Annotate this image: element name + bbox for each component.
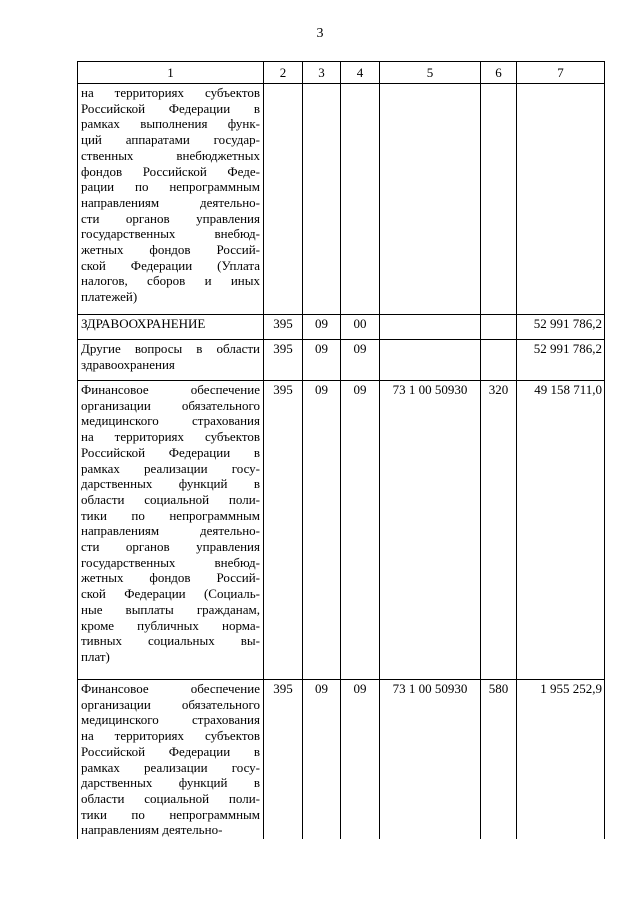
description-line: направлениям деятельно- xyxy=(81,822,223,838)
rz-cell: 395 xyxy=(264,680,303,840)
description-line: тивных социальных вы- xyxy=(81,633,260,649)
table-row xyxy=(78,340,605,381)
target-article-cell: 73 1 00 50930 xyxy=(380,680,481,840)
section-cell: 09 xyxy=(303,680,341,840)
rz-cell: 395 xyxy=(264,340,303,381)
description-line: организации обязательного xyxy=(81,696,260,712)
description-line: ций аппаратами государ- xyxy=(81,132,260,148)
description-line: сти органов управления xyxy=(81,210,260,226)
page-number: 3 xyxy=(316,26,324,41)
target-article-cell xyxy=(380,315,481,340)
description-line: ственных внебюджетных xyxy=(81,147,260,163)
description-cell xyxy=(78,315,264,340)
header-cell: 1 xyxy=(78,62,264,84)
expense-type-cell xyxy=(481,315,517,340)
section-cell: 09 xyxy=(303,315,341,340)
description-line: фондов Российской Феде- xyxy=(81,163,260,179)
table-row xyxy=(78,315,605,340)
description-line: плат) xyxy=(81,648,110,664)
rz-cell: 395 xyxy=(264,315,303,340)
description-line: организации обязательного xyxy=(81,397,260,413)
amount-cell: 1 955 252,9 xyxy=(517,680,605,840)
description-line: направлениям деятельно- xyxy=(81,194,260,210)
description-line: Российской Федерации в xyxy=(81,100,260,116)
description-line: здравоохранения xyxy=(81,356,175,372)
description-cell xyxy=(78,340,264,381)
description-line: дарственных функций в xyxy=(81,476,260,492)
description-line: ской Федерации (Социаль- xyxy=(81,586,260,602)
description-line: сти органов управления xyxy=(81,539,260,555)
table-row xyxy=(78,381,605,680)
section-cell: 09 xyxy=(303,340,341,381)
rz-cell xyxy=(264,84,303,315)
budget-table xyxy=(77,61,605,839)
header-cell: 7 xyxy=(517,62,605,84)
description-line: Финансовое обеспечение xyxy=(81,681,260,696)
description-line: тики по непрограммным xyxy=(81,806,260,822)
description-line: медицинского страхования xyxy=(81,712,260,728)
description-line: тики по непрограммным xyxy=(81,507,260,523)
table-row xyxy=(78,84,605,315)
header-cell: 2 xyxy=(264,62,303,84)
section-cell: 09 xyxy=(303,381,341,680)
subsection-cell: 09 xyxy=(341,381,380,680)
description-line: направлениям деятельно- xyxy=(81,523,260,539)
description-line: кроме публичных норма- xyxy=(81,617,260,633)
description-line: рамках выполнения функ- xyxy=(81,116,260,132)
header-cell: 6 xyxy=(481,62,517,84)
description-line: дарственных функций в xyxy=(81,775,260,791)
expense-type-cell xyxy=(481,340,517,381)
description-line: ные выплаты гражданам, xyxy=(81,601,260,617)
description-line: ЗДРАВООХРАНЕНИЕ xyxy=(81,316,206,331)
description-line: государственных внебюд- xyxy=(81,226,260,242)
amount-cell: 52 991 786,2 xyxy=(517,315,605,340)
target-article-cell xyxy=(380,340,481,381)
description-line: рации по непрограммным xyxy=(81,179,260,195)
expense-type-cell: 320 xyxy=(481,381,517,680)
description-line: области социальной поли- xyxy=(81,790,260,806)
description-cell xyxy=(78,680,264,840)
description-line: Финансовое обеспечение xyxy=(81,382,260,397)
description-line: на территориях субъектов xyxy=(81,429,260,445)
expense-type-cell: 580 xyxy=(481,680,517,840)
rz-cell: 395 xyxy=(264,381,303,680)
description-cell xyxy=(78,381,264,680)
header-cell: 4 xyxy=(341,62,380,84)
description-line: области социальной поли- xyxy=(81,491,260,507)
header-cell: 5 xyxy=(380,62,481,84)
amount-cell: 52 991 786,2 xyxy=(517,340,605,381)
description-line: жетных фондов Россий- xyxy=(81,242,260,258)
target-article-cell: 73 1 00 50930 xyxy=(380,381,481,680)
description-line: на территориях субъектов xyxy=(81,85,260,100)
amount-cell xyxy=(517,84,605,315)
amount-cell: 49 158 711,0 xyxy=(517,381,605,680)
description-line: ской Федерации (Уплата xyxy=(81,257,260,273)
target-article-cell xyxy=(380,84,481,315)
subsection-cell: 09 xyxy=(341,340,380,381)
description-cell xyxy=(78,84,264,315)
description-line: медицинского страхования xyxy=(81,413,260,429)
description-line: Российской Федерации в xyxy=(81,444,260,460)
description-line: государственных внебюд- xyxy=(81,554,260,570)
description-line: Российской Федерации в xyxy=(81,743,260,759)
table-row xyxy=(78,680,605,840)
expense-type-cell xyxy=(481,84,517,315)
header-row xyxy=(78,62,605,84)
subsection-cell: 09 xyxy=(341,680,380,840)
subsection-cell xyxy=(341,84,380,315)
description-line: рамках реализации госу- xyxy=(81,759,260,775)
description-line: налогов, сборов и иных xyxy=(81,273,260,289)
description-line: платежей) xyxy=(81,289,138,305)
header-cell: 3 xyxy=(303,62,341,84)
description-line: рамках реализации госу- xyxy=(81,460,260,476)
section-cell xyxy=(303,84,341,315)
description-line: на территориях субъектов xyxy=(81,728,260,744)
description-line: жетных фондов Россий- xyxy=(81,570,260,586)
description-line: Другие вопросы в области xyxy=(81,341,260,356)
subsection-cell: 00 xyxy=(341,315,380,340)
